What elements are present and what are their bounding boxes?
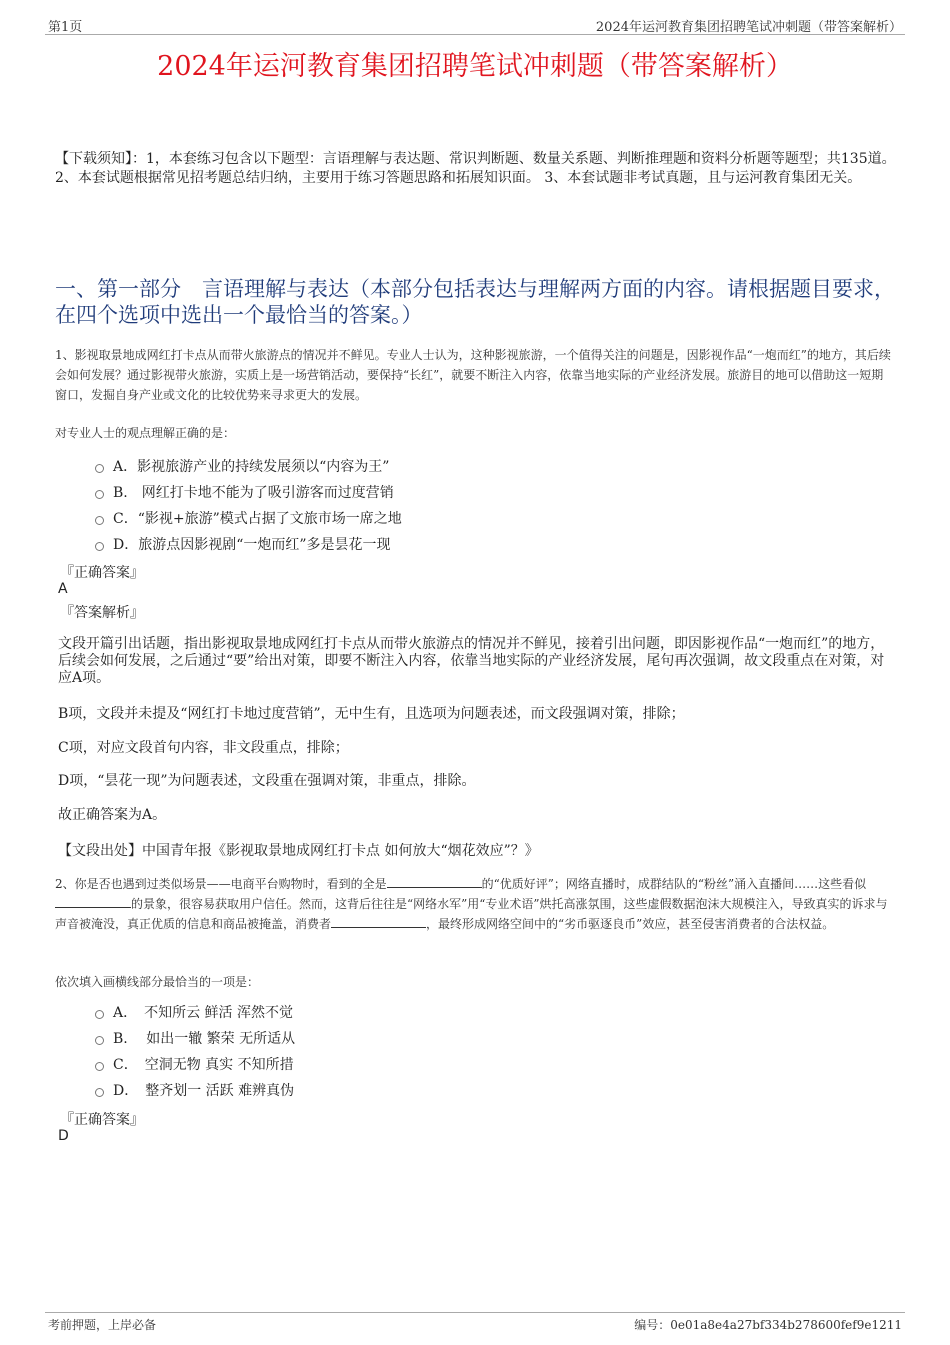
radio-icon[interactable]: [95, 464, 104, 473]
option-d-label: D．旅游点因影视剧“一炮而红”多是昙花一现: [113, 537, 391, 553]
analysis-paragraph: D项，“昙花一现”为问题表述，文段重在强调对策，非重点，排除。: [58, 773, 476, 789]
radio-icon[interactable]: [95, 1062, 104, 1071]
question-1-prompt: 对专业人士的观点理解正确的是：: [55, 426, 236, 440]
footer-doc-id: 编号：0e01a8e4a27bf334b278600fef9e1211: [634, 1318, 902, 1332]
option-d[interactable]: [95, 1077, 295, 1103]
page-header: [45, 14, 905, 35]
option-b-label: B. 网红打卡地不能为了吸引游客而过度营销: [113, 485, 394, 501]
option-c[interactable]: [95, 505, 402, 531]
radio-icon[interactable]: [95, 490, 104, 499]
fill-blank: [387, 875, 482, 888]
option-b[interactable]: [95, 1025, 295, 1051]
question-2-stem: 2、你是否也遇到过类似场景——电商平台购物时，看到的全是 的“优质好评”；网络直播时，成群结队的“粉丝”涌入直播间……这些看似的景象，很容易获取用户信任。然而，这背后往往是“网络水军”用“专业术语”烘托高涨氛围，这些虚假数据泡沫大规模注入，导致真实的诉求与声音被淹没，真正优质的信息和商品被掩盖，消费者 ，最终形成网络空间中的“劣币驱逐良币”效应，甚至侵害消费者的合法权益。: [55, 877, 888, 931]
analysis-paragraph: C项，对应文段首句内容，非文段重点，排除；: [58, 740, 349, 756]
radio-icon[interactable]: [95, 542, 104, 551]
question-2-options: [95, 999, 295, 1103]
option-d[interactable]: [95, 531, 402, 557]
section-heading: 一、第一部分 言语理解与表达（本部分包括表达与理解两方面的内容。请根据题目要求，在四个选项中选出一个最恰当的答案。）: [55, 277, 895, 327]
option-a-label: A．影视旅游产业的持续发展须以“内容为王”: [113, 459, 390, 475]
question-2-prompt: 依次填入画横线部分最恰当的一项是：: [55, 975, 260, 989]
fill-blank: [55, 895, 131, 908]
answer-label: 『正确答案』: [60, 1112, 144, 1128]
option-c-label: C．“影视+旅游”模式占据了文旅市场一席之地: [113, 511, 402, 527]
option-d-label: D． 整齐划一 活跃 难辨真伪: [113, 1083, 295, 1099]
option-a[interactable]: [95, 999, 295, 1025]
question-1-options: [95, 453, 402, 557]
header-doc-title: 2024年运河教育集团招聘笔试冲刺题（带答案解析）: [595, 20, 902, 35]
option-c[interactable]: [95, 1051, 295, 1077]
analysis-conclusion: 故正确答案为A。: [58, 807, 167, 823]
radio-icon[interactable]: [95, 1088, 104, 1097]
option-b[interactable]: [95, 479, 402, 505]
analysis-paragraph: 文段开篇引出话题，指出影视取景地成网红打卡点从而带火旅游点的情况并不鲜见，接着引出问题，即因影视作品“一炮而红”的地方，后续会如何发展，之后通过“要”给出对策，即要不断注入内容，依靠当地实际的产业经济发展，尾句再次强调，故文段重点在对策，对应A项。: [58, 636, 885, 686]
option-c-label: C． 空洞无物 真实 不知所措: [113, 1057, 294, 1073]
question-1-stem: 1、影视取景地成网红打卡点从而带火旅游点的情况并不鲜见。专业人士认为，这种影视旅游，一个值得关注的问题是，因影视作品“一炮而红”的地方，其后续会如何发展？通过影视带火旅游，实质上是一场营销活动，要保持“长红”，就要不断注入内容，依靠当地实际的产业经济发展。旅游目的地可以借助这一短期窗口，发掘自身产业或文化的比较优势来寻求更大的发展。: [55, 348, 891, 402]
source-citation: 【文段出处】中国青年报《影视取景地成网红打卡点 如何放大“烟花效应”？》: [58, 843, 539, 859]
answer-value: D: [58, 1128, 69, 1144]
option-a-label: A． 不知所云 鲜活 浑然不觉: [113, 1005, 294, 1021]
option-b-label: B. 如出一辙 繁荣 无所适从: [113, 1031, 296, 1047]
fill-blank: [331, 915, 426, 928]
page-footer: [45, 1312, 905, 1332]
document-title: 2024年运河教育集团招聘笔试冲刺题（带答案解析）: [157, 51, 793, 82]
answer-value: A: [58, 581, 68, 597]
radio-icon[interactable]: [95, 1010, 104, 1019]
analysis-paragraph: B项，文段并未提及“网红打卡地过度营销”，无中生有，且选项为问题表述，而文段强调对策，排除；: [58, 706, 685, 722]
page-number: 第1页: [48, 20, 83, 35]
analysis-label: 『答案解析』: [60, 605, 144, 621]
radio-icon[interactable]: [95, 516, 104, 525]
download-notice: 【下载须知】：1，本套练习包含以下题型：言语理解与表达题、常识判断题、数量关系题、判断推理题和资料分析题等题型；共135道。 2、本套试题根据常见招考题总结归纳，主要用于练习答题思路和拓展知识面。 3、本套试题非考试真题，且与运河教育集团无关。: [55, 151, 896, 186]
footer-slogan: 考前押题，上岸必备: [48, 1318, 157, 1332]
answer-label: 『正确答案』: [60, 565, 144, 581]
radio-icon[interactable]: [95, 1036, 104, 1045]
option-a[interactable]: [95, 453, 402, 479]
